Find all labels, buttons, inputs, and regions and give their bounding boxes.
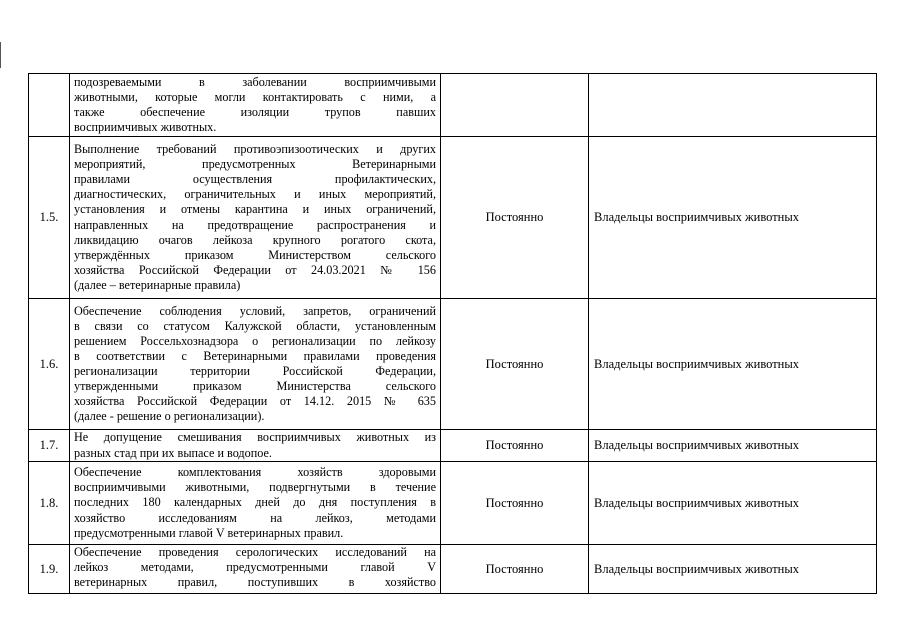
measure-description [70, 299, 441, 430]
description-line: хозяйство исследованиям на лейкоз, методами [74, 510, 436, 525]
responsible-text: Владельцы восприимчивых животных [594, 495, 800, 510]
description-line: ветеринарных правил, поступивших в хозяйство [74, 575, 436, 590]
table-row [29, 74, 877, 137]
description-line: лейкоз методами, предусмотренными главой V [74, 560, 436, 575]
table-row [29, 462, 877, 545]
execution-term [441, 74, 589, 137]
responsible-text: Владельцы восприимчивых животных [594, 561, 800, 576]
description-line: направленных на предотвращение распространения и [74, 217, 436, 232]
responsible-party [589, 430, 877, 462]
item-number: 1.6. [29, 299, 70, 430]
description-line: решением Россельхознадзора о регионализации по лейкозу [74, 333, 436, 348]
execution-term: Постоянно [441, 545, 589, 594]
description-line: установления и отмены карантина и иных ограничений, [74, 202, 436, 217]
description-line: последних 180 календарных дней до дня поступления в [74, 495, 436, 510]
table-row [29, 430, 877, 462]
description-line: регионализации территории Российской Федерации, [74, 364, 436, 378]
responsible-text: Владельцы восприимчивых животных [594, 210, 800, 224]
responsible-party [589, 74, 877, 137]
description-line: также обеспечение изоляции трупов павших [74, 105, 436, 119]
measure-description [70, 545, 441, 594]
item-number: 1.7. [29, 430, 70, 462]
description-line: хозяйства Российской Федерации от 14.12. 2015 № 635 [74, 394, 436, 409]
description-line: утвержденными приказом Министерства сельского [74, 379, 436, 394]
responsible-text: Владельцы восприимчивых животных [594, 356, 800, 371]
description-line: (далее - решение о регионализации). [74, 409, 265, 424]
description-line: диагностических, ограничительных и иных мероприятий, [74, 187, 436, 202]
responsible-party [589, 545, 877, 594]
description-line: Выполнение требований противоэпизоотических и других [74, 142, 436, 157]
description-line: (далее – ветеринарные правила) [74, 277, 241, 292]
measure-description [70, 462, 441, 545]
execution-term: Постоянно [441, 430, 589, 462]
description-line: разных стад при их выпасе и водопое. [74, 445, 272, 460]
description-line: правилами осуществления профилактических, [74, 172, 436, 187]
responsible-party [589, 137, 877, 299]
table-row [29, 299, 877, 430]
responsible-text [589, 98, 594, 112]
item-number [29, 74, 70, 137]
description-line: животными, которые могли контактировать с ними, а [74, 89, 436, 104]
measure-description [70, 137, 441, 299]
table-row [29, 137, 877, 299]
measure-description [70, 74, 441, 137]
item-number: 1.8. [29, 462, 70, 545]
measures-table [28, 73, 877, 594]
description-line: хозяйства Российской Федерации от 24.03.2021 № 156 [74, 262, 436, 277]
execution-term: Постоянно [441, 299, 589, 430]
item-number: 1.5. [29, 137, 70, 299]
item-number: 1.9. [29, 545, 70, 594]
description-line: восприимчивых животных. [74, 120, 217, 135]
table-row [29, 545, 877, 594]
description-line: Обеспечение проведения серологических исследований на [74, 545, 436, 559]
execution-term: Постоянно [441, 137, 589, 299]
description-line: в связи со статусом Калужской области, установленным [74, 318, 436, 333]
description-line: Обеспечение комплектования хозяйств здоровыми [74, 465, 436, 480]
description-line: Не допущение смешивания восприимчивых животных из [74, 430, 436, 445]
description-line: предусмотренными главой V ветеринарных правил. [74, 525, 344, 540]
description-line: восприимчивыми животными, подвергнутыми в течение [74, 480, 436, 495]
measure-description [70, 430, 441, 462]
execution-term: Постоянно [441, 462, 589, 545]
responsible-party [589, 462, 877, 545]
scan-edge-mark [0, 42, 1, 68]
description-line: мероприятий, предусмотренных Ветеринарными [74, 157, 436, 172]
responsible-party [589, 299, 877, 430]
description-line: утверждённых приказом Министерством сельского [74, 247, 436, 262]
description-line: Обеспечение соблюдения условий, запретов, ограничений [74, 303, 436, 318]
measures-table-body [29, 74, 877, 594]
description-line: подозреваемыми в заболевании восприимчивыми [74, 74, 436, 89]
description-line: в соответствии с Ветеринарными правилами проведения [74, 348, 436, 363]
description-line: ликвидацию очагов лейкоза крупного рогатого скота, [74, 232, 436, 247]
responsible-text: Владельцы восприимчивых животных [594, 438, 800, 452]
